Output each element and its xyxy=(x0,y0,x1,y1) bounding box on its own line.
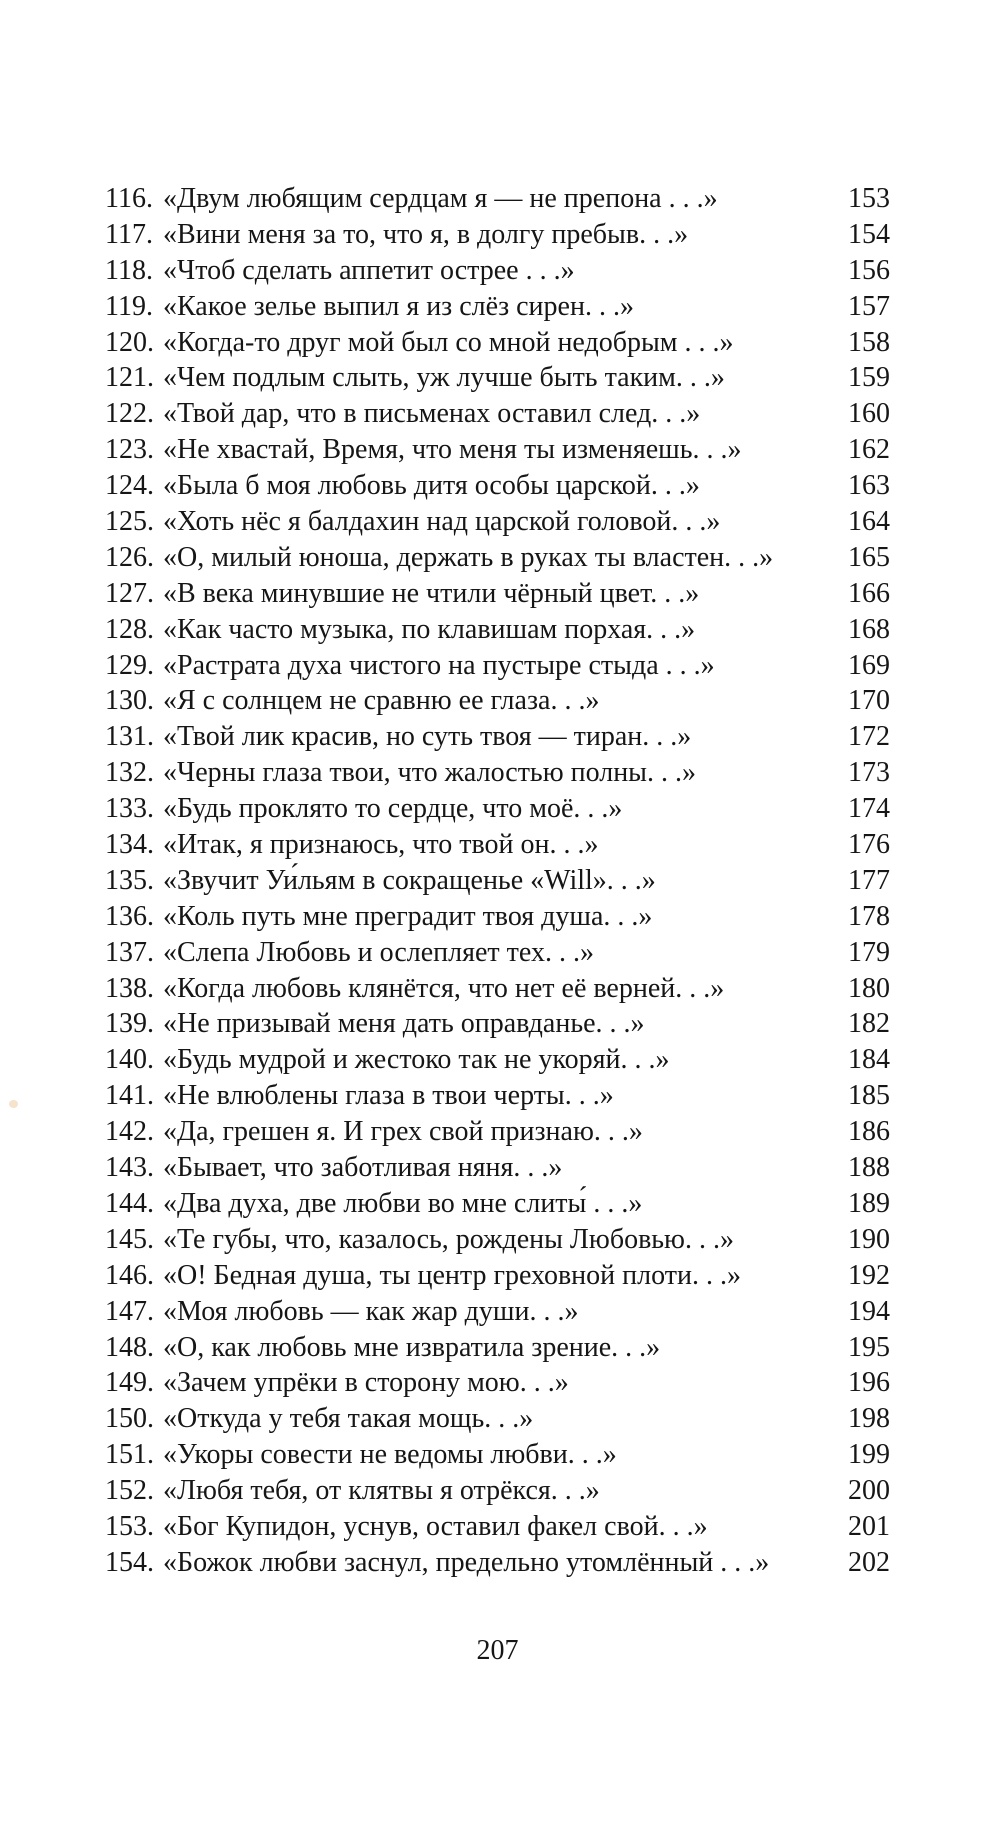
sonnet-first-line: «Когда любовь клянётся, что нет её верней. . .» xyxy=(163,972,725,1004)
entry-page-number: 202 xyxy=(848,1546,890,1578)
sonnet-number: 127. xyxy=(105,577,154,609)
toc-entry xyxy=(105,360,890,396)
toc-entry xyxy=(105,1365,890,1401)
sonnet-number: 126. xyxy=(105,541,154,573)
sonnet-first-line: «Бывает, что заботливая няня. . .» xyxy=(163,1152,563,1184)
entry-page-number: 162 xyxy=(848,434,890,466)
sonnet-number: 139. xyxy=(105,1008,154,1040)
sonnet-number: 138. xyxy=(105,972,154,1004)
entry-page-number: 201 xyxy=(848,1510,890,1542)
toc-entry xyxy=(105,935,890,971)
toc-entry xyxy=(105,576,890,612)
entry-page-number: 189 xyxy=(848,1187,890,1219)
sonnet-first-line: «Твой дар, что в письменах оставил след. . .» xyxy=(163,398,701,430)
toc-entry xyxy=(105,1150,890,1186)
toc-entry xyxy=(105,791,890,827)
sonnet-number: 146. xyxy=(105,1259,154,1291)
sonnet-number: 135. xyxy=(105,864,154,896)
toc-entry xyxy=(105,827,890,863)
sonnet-first-line: «Двум любящим сердцам я — не препона . . .» xyxy=(163,183,718,214)
toc-entry xyxy=(105,612,890,648)
sonnet-number: 125. xyxy=(105,506,154,538)
sonnet-number: 151. xyxy=(105,1439,154,1471)
sonnet-number: 119. xyxy=(105,290,153,322)
entry-page-number: 195 xyxy=(848,1331,890,1363)
sonnet-first-line: «Вини меня за то, что я, в долгу пребыв. . .» xyxy=(163,218,689,250)
sonnet-number: 122. xyxy=(105,398,154,430)
sonnet-number: 118. xyxy=(105,254,153,286)
toc-entry xyxy=(105,1294,890,1330)
sonnet-number: 142. xyxy=(105,1116,154,1148)
sonnet-first-line: «Моя любовь — как жар души. . .» xyxy=(163,1295,579,1327)
entry-page-number: 199 xyxy=(848,1439,890,1471)
toc-entry xyxy=(105,755,890,791)
sonnet-number: 121. xyxy=(105,362,154,394)
table-of-contents xyxy=(105,181,890,1581)
sonnet-first-line: «Звучит Уи́льям в сокращенье «Will». . .» xyxy=(163,864,656,896)
entry-page-number: 180 xyxy=(848,972,890,1004)
toc-entry xyxy=(105,289,890,325)
entry-page-number: 158 xyxy=(848,326,890,358)
sonnet-number: 129. xyxy=(105,649,154,681)
toc-entry xyxy=(105,1330,890,1366)
entry-page-number: 153 xyxy=(848,183,890,214)
sonnet-number: 124. xyxy=(105,470,154,502)
sonnet-number: 136. xyxy=(105,900,154,932)
sonnet-number: 144. xyxy=(105,1187,154,1219)
entry-page-number: 179 xyxy=(848,936,890,968)
sonnet-first-line: «Будь проклято то сердце, что моё. . .» xyxy=(163,793,623,825)
sonnet-number: 133. xyxy=(105,793,154,825)
entry-page-number: 188 xyxy=(848,1152,890,1184)
sonnet-first-line: «Те губы, что, казалось, рождены Любовью. . .» xyxy=(163,1223,734,1255)
sonnet-number: 120. xyxy=(105,326,154,358)
toc-entry xyxy=(105,1186,890,1222)
sonnet-number: 150. xyxy=(105,1403,154,1435)
toc-entry xyxy=(105,1401,890,1437)
entry-page-number: 163 xyxy=(848,470,890,502)
toc-entry xyxy=(105,863,890,899)
entry-page-number: 170 xyxy=(848,685,890,717)
sonnet-first-line: «Будь мудрой и жестоко так не укоряй. . .» xyxy=(163,1044,670,1076)
sonnet-first-line: «Растрата духа чистого на пустыре стыда . . .» xyxy=(163,649,715,681)
sonnet-number: 141. xyxy=(105,1080,154,1112)
sonnet-first-line: «Чтоб сделать аппетит острее . . .» xyxy=(163,254,575,286)
toc-entry xyxy=(105,719,890,755)
entry-page-number: 192 xyxy=(848,1259,890,1291)
sonnet-number: 117. xyxy=(105,218,153,250)
sonnet-first-line: «Хоть нёс я балдахин над царской головой. . .» xyxy=(163,506,721,538)
toc-entry xyxy=(105,1509,890,1545)
toc-entry xyxy=(105,1437,890,1473)
entry-page-number: 164 xyxy=(848,506,890,538)
toc-entry xyxy=(105,181,890,217)
sonnet-first-line: «Зачем упрёки в сторону мою. . .» xyxy=(163,1367,569,1399)
sonnet-first-line: «Чем подлым слыть, уж лучше быть таким. . .» xyxy=(163,362,725,394)
sonnet-number: 149. xyxy=(105,1367,154,1399)
sonnet-first-line: «О! Бедная душа, ты центр греховной плоти. . .» xyxy=(163,1259,741,1291)
toc-entry xyxy=(105,1545,890,1581)
sonnet-first-line: «Твой лик красив, но суть твоя — тиран. . .» xyxy=(163,721,692,753)
sonnet-number: 145. xyxy=(105,1223,154,1255)
toc-entry xyxy=(105,648,890,684)
sonnet-first-line: «Слепа Любовь и ослепляет тех. . .» xyxy=(163,936,594,968)
entry-page-number: 190 xyxy=(848,1223,890,1255)
sonnet-first-line: «Не хвастай, Время, что меня ты изменяешь. . .» xyxy=(163,434,742,466)
toc-entry xyxy=(105,1042,890,1078)
entry-page-number: 200 xyxy=(848,1475,890,1507)
toc-entry xyxy=(105,540,890,576)
sonnet-number: 154. xyxy=(105,1546,154,1578)
toc-entry xyxy=(105,899,890,935)
sonnet-number: 132. xyxy=(105,757,154,789)
entry-page-number: 159 xyxy=(848,362,890,394)
toc-entry xyxy=(105,1222,890,1258)
entry-page-number: 198 xyxy=(848,1403,890,1435)
sonnet-number: 130. xyxy=(105,685,154,717)
sonnet-first-line: «В века минувшие не чтили чёрный цвет. . .» xyxy=(163,577,700,609)
toc-entry xyxy=(105,1006,890,1042)
entry-page-number: 173 xyxy=(848,757,890,789)
entry-page-number: 166 xyxy=(848,577,890,609)
sonnet-number: 137. xyxy=(105,936,154,968)
entry-page-number: 185 xyxy=(848,1080,890,1112)
sonnet-number: 134. xyxy=(105,829,154,861)
sonnet-first-line: «Как часто музыка, по клавишам порхая. . .» xyxy=(163,613,696,645)
sonnet-number: 147. xyxy=(105,1295,154,1327)
entry-page-number: 194 xyxy=(848,1295,890,1327)
sonnet-first-line: «О, как любовь мне извратила зрение. . .» xyxy=(163,1331,661,1363)
entry-page-number: 154 xyxy=(848,218,890,250)
entry-page-number: 196 xyxy=(848,1367,890,1399)
sonnet-first-line: «Не призывай меня дать оправданье. . .» xyxy=(163,1008,645,1040)
entry-page-number: 169 xyxy=(848,649,890,681)
sonnet-number: 128. xyxy=(105,613,154,645)
toc-entry xyxy=(105,325,890,361)
toc-entry xyxy=(105,432,890,468)
sonnet-first-line: «Да, грешен я. И грех свой признаю. . .» xyxy=(163,1116,643,1148)
entry-page-number: 182 xyxy=(848,1008,890,1040)
sonnet-first-line: «Укоры совести не ведомы любви. . .» xyxy=(163,1439,617,1471)
entry-page-number: 165 xyxy=(848,541,890,573)
sonnet-first-line: «Итак, я признаюсь, что твой он. . .» xyxy=(163,829,599,861)
toc-entry xyxy=(105,253,890,289)
sonnet-first-line: «Откуда у тебя такая мощь. . .» xyxy=(163,1403,534,1435)
sonnet-number: 140. xyxy=(105,1044,154,1076)
entry-page-number: 174 xyxy=(848,793,890,825)
sonnet-first-line: «Божок любви заснул, предельно утомлённый . . .» xyxy=(163,1546,770,1578)
sonnet-first-line: «Какое зелье выпил я из слёз сирен. . .» xyxy=(163,290,634,322)
entry-page-number: 172 xyxy=(848,721,890,753)
sonnet-first-line: «Черны глаза твои, что жалостью полны. . .» xyxy=(163,757,696,789)
sonnet-first-line: «Не влюблены глаза в твои черты. . .» xyxy=(163,1080,614,1112)
sonnet-number: 123. xyxy=(105,434,154,466)
toc-entry xyxy=(105,1078,890,1114)
entry-page-number: 184 xyxy=(848,1044,890,1076)
sonnet-number: 148. xyxy=(105,1331,154,1363)
entry-page-number: 156 xyxy=(848,254,890,286)
entry-page-number: 176 xyxy=(848,829,890,861)
toc-entry xyxy=(105,396,890,432)
sonnet-first-line: «Бог Купидон, уснув, оставил факел свой. . .» xyxy=(163,1510,708,1542)
sonnet-number: 152. xyxy=(105,1475,154,1507)
sonnet-first-line: «Когда-то друг мой был со мной недобрым . . .» xyxy=(163,326,734,358)
sonnet-first-line: «О, милый юноша, держать в руках ты властен. . .» xyxy=(163,541,774,573)
toc-entry xyxy=(105,468,890,504)
entry-page-number: 186 xyxy=(848,1116,890,1148)
scan-speckle xyxy=(9,1100,18,1108)
toc-entry xyxy=(105,217,890,253)
sonnet-first-line: «Я с солнцем не сравню ее глаза. . .» xyxy=(163,685,600,717)
toc-entry xyxy=(105,971,890,1007)
sonnet-number: 153. xyxy=(105,1510,154,1542)
toc-entry xyxy=(105,1473,890,1509)
sonnet-first-line: «Любя тебя, от клятвы я отрёкся. . .» xyxy=(163,1475,600,1507)
sonnet-number: 143. xyxy=(105,1152,154,1184)
entry-page-number: 178 xyxy=(848,900,890,932)
toc-entry xyxy=(105,1114,890,1150)
toc-entry xyxy=(105,1258,890,1294)
sonnet-first-line: «Коль путь мне преградит твоя душа. . .» xyxy=(163,900,653,932)
toc-entry xyxy=(105,504,890,540)
page-number: 207 xyxy=(476,1635,519,1666)
entry-page-number: 168 xyxy=(848,613,890,645)
sonnet-first-line: «Два духа, две любви во мне слиты́ . . .» xyxy=(163,1187,643,1219)
toc-entry xyxy=(105,683,890,719)
sonnet-number: 116. xyxy=(105,183,153,214)
entry-page-number: 160 xyxy=(848,398,890,430)
entry-page-number: 157 xyxy=(848,290,890,322)
sonnet-number: 131. xyxy=(105,721,154,753)
sonnet-first-line: «Была б моя любовь дитя особы царской. . .» xyxy=(163,470,700,502)
entry-page-number: 177 xyxy=(848,864,890,896)
